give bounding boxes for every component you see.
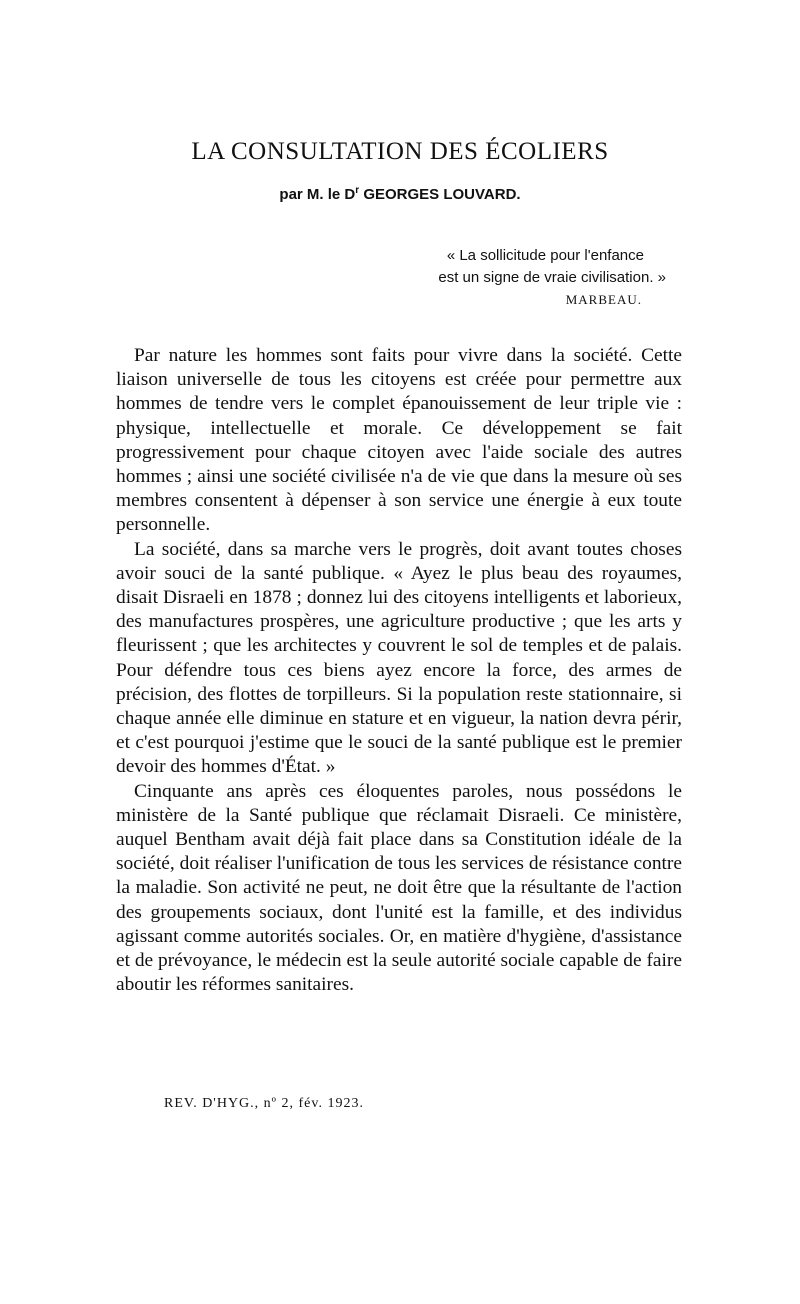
article-body xyxy=(116,344,682,997)
byline-superscript: r xyxy=(355,185,360,196)
paragraph: La société, dans sa marche vers le progrès, doit avant toutes choses avoir souci de la santé publique. « Ayez le plus beau des royaumes, disait Disraeli en 1878 ; donnez lui des citoyens intelligents et laborieux, des manufactures prospères, une agriculture productive ; que les arts y fleurissent ; que les architectes y couvrent le sol de temples et de palais. Pour défendre tous ces biens ayez encore la force, des armes de précision, des flottes de torpilleurs. Si la population reste stationnaire, si chaque année elle diminue en stature et en vigueur, la nation devra périr, et c'est pourquoi j'estime que le souci de la santé publique est le premier devoir des hommes d'État. » xyxy=(116,538,682,778)
byline-prefix: par M. le D xyxy=(279,186,356,203)
epigraph-attribution: MARBEAU. xyxy=(565,292,642,307)
epigraph-line: « La sollicitude pour l'enfance xyxy=(446,247,644,264)
epigraph-line: est un signe de vraie civilisation. » xyxy=(438,269,666,286)
byline xyxy=(0,186,800,203)
byline-author: GEORGES LOUVARD. xyxy=(359,186,521,203)
article-title: LA CONSULTATION DES ÉCOLIERS xyxy=(191,138,609,165)
paragraph: Cinquante ans après ces éloquentes paroles, nous possédons le ministère de la Santé publique que réclamait Disraeli. Ce ministère, auquel Bentham avait déjà fait place dans sa Constitution idéale de la société, doit réaliser l'unification de tous les services de résistance contre la maladie. Son activité ne peut, ne doit être que la résultante de l'action des groupements sociaux, dont l'unité est la famille, et des individus agissant comme autorités sociales. Or, en matière d'hygiène, d'assistance et de prévoyance, le médecin est la seule autorité sociale capable de faire aboutir les réformes sanitaires. xyxy=(116,780,682,996)
epigraph xyxy=(300,245,666,289)
paragraph: Par nature les hommes sont faits pour vivre dans la société. Cette liaison universelle de tous les citoyens est créée pour permettre aux hommes de tendre vers le complet épanouissement de leur triple vie : physique, intellectuelle et morale. Ce développement se fait progressivement pour chaque citoyen avec l'aide sociale des autres hommes ; ainsi une société civilisée n'a de vie que dans la mesure où ses membres consentent à dépenser à son service une énergie à eux toute personnelle. xyxy=(116,345,682,536)
footer-citation: REV. D'HYG., nº 2, fév. 1923. xyxy=(164,1096,364,1111)
